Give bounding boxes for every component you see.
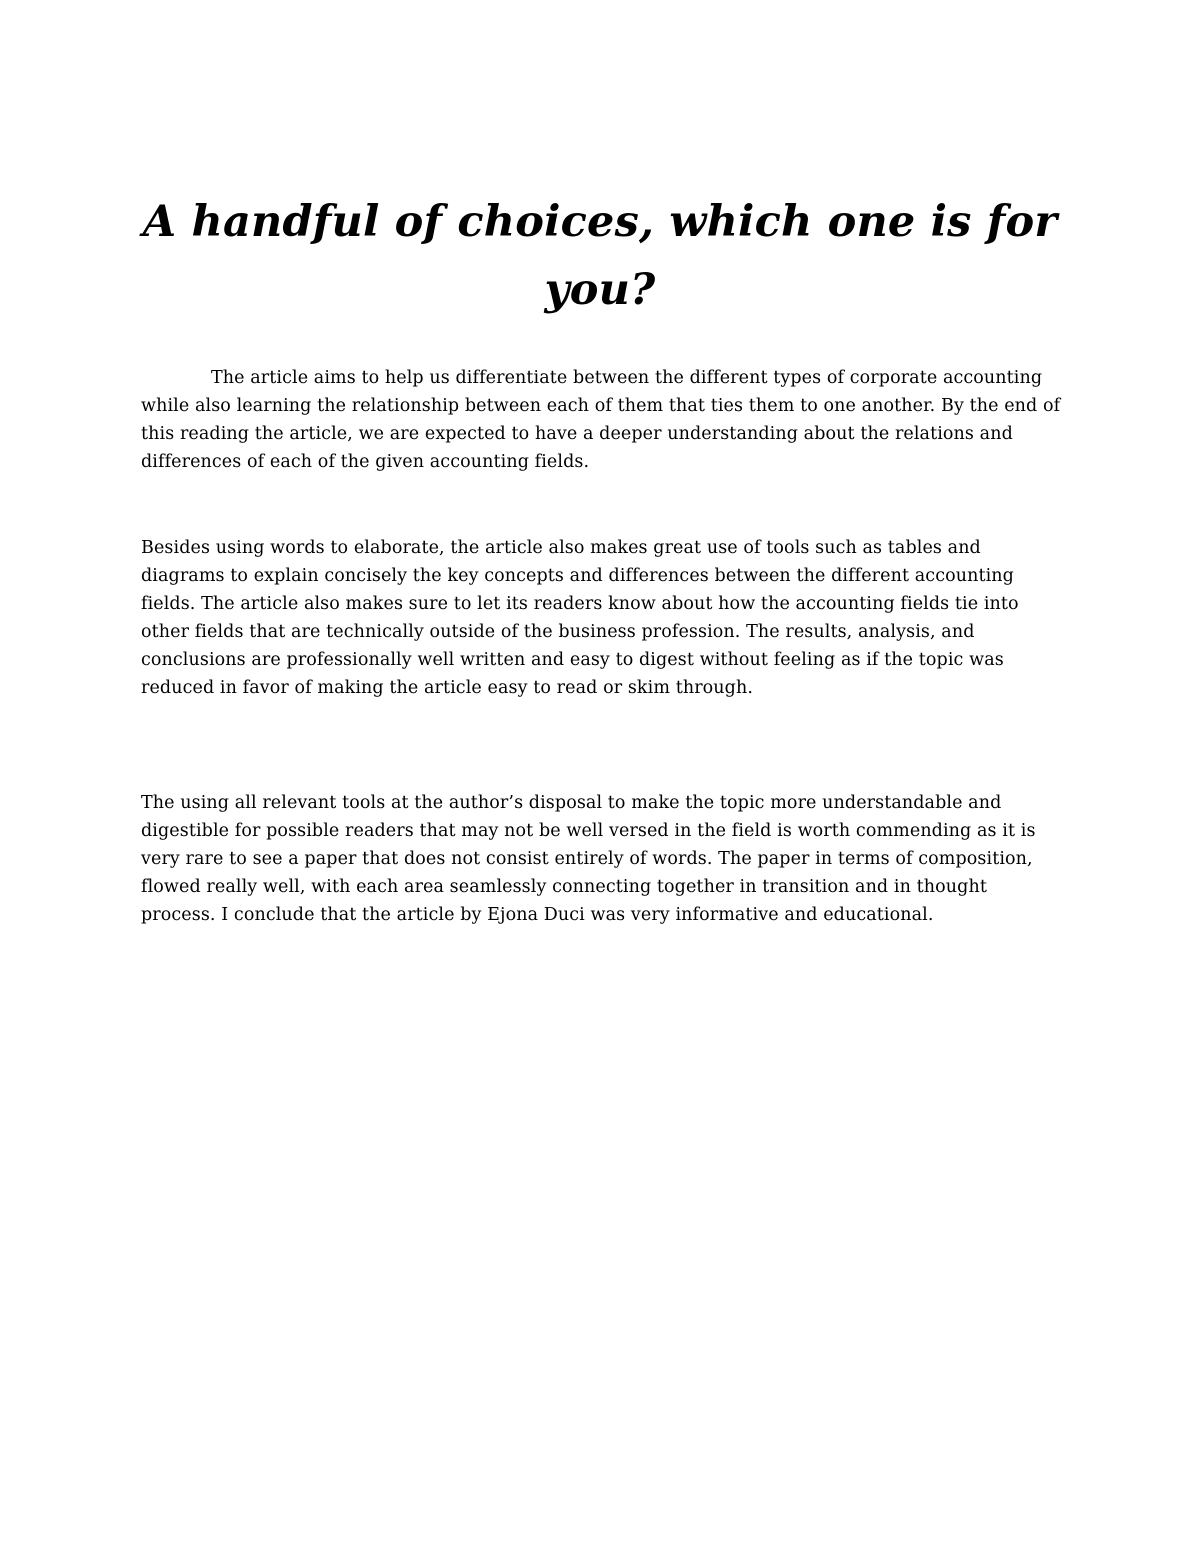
paragraph-tools: Besides using words to elaborate, the article also makes great use of tools such as tables and diagrams to explain concisely the key concepts and differences between the different accounting fields. The article also makes sure to let its readers know about how the accounting fields tie into other fields that are technically outside of the business profession. The results, analysis, and conclusions are professionally well written and easy to digest without feeling as if the topic was reduced in favor of making the article easy to read or skim through. xyxy=(141,538,1019,698)
document-title: A handful of choices, which one is for you? xyxy=(142,197,1058,315)
paragraph-conclusion: The using all relevant tools at the author’s disposal to make the topic more understandable and digestible for possible readers that may not be well versed in the field is worth commending as it is very rare to see a paper that does not consist entirely of words. The paper in terms of composition, flowed really well, with each area seamlessly connecting together in transition and in thought process. I conclude that the article by Ejona Duci was very informative and educational. xyxy=(141,793,1036,925)
paragraph-intro: The article aims to help us differentiate between the different types of corporate accounting while also learning the relationship between each of them that ties them to one another. By the end of this reading the article, we are expected to have a deeper understanding about the relations and differences of each of the given accounting fields. xyxy=(141,368,1061,472)
